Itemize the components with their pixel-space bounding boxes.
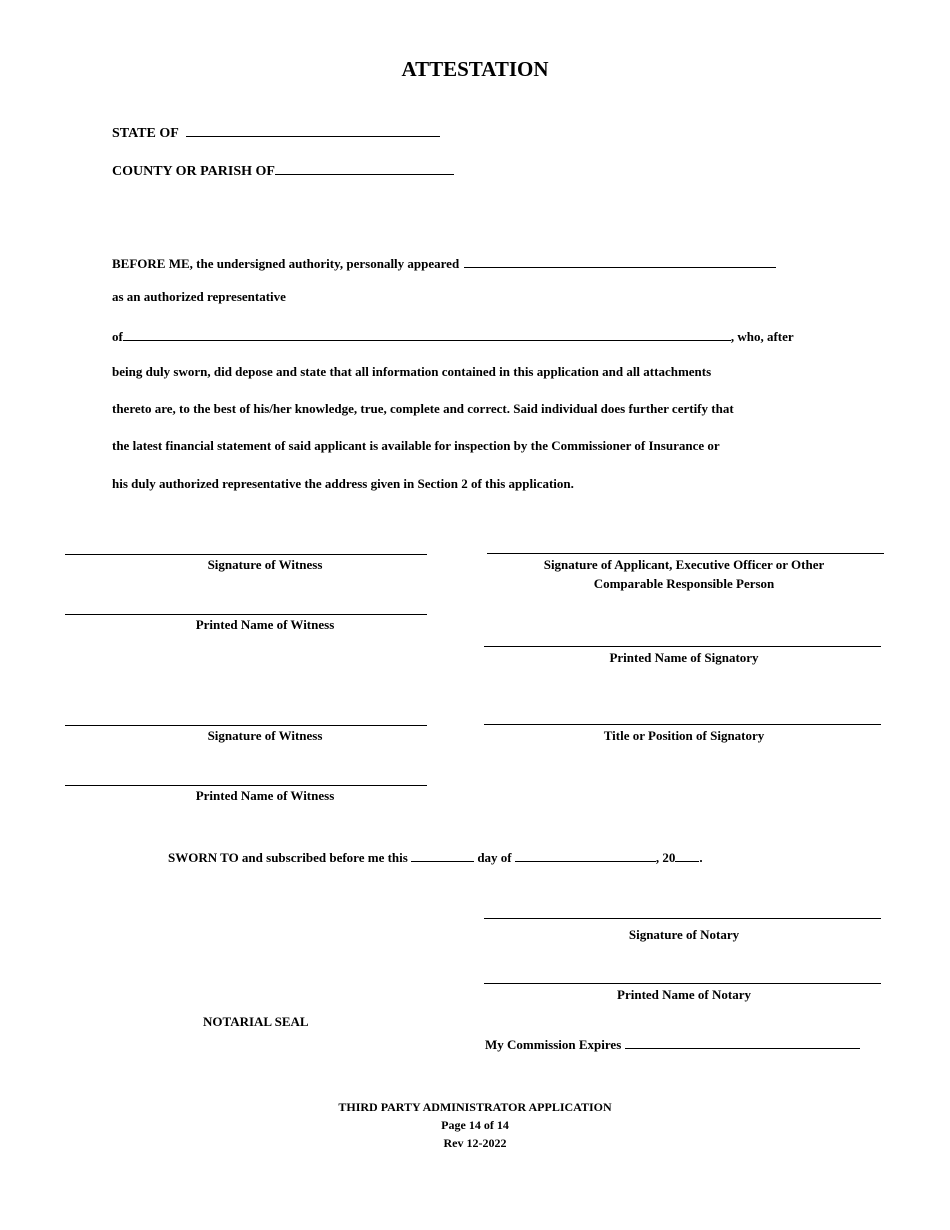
sworn-day-blank[interactable] — [411, 848, 474, 862]
witness-name-line-2[interactable] — [65, 785, 427, 786]
commission-expires-blank[interactable] — [625, 1035, 860, 1049]
page-title: ATTESTATION — [401, 57, 549, 81]
applicant-signature-line[interactable] — [487, 553, 884, 554]
day-of-text: day of — [477, 850, 512, 865]
notary-name-label: Printed Name of Notary — [617, 987, 751, 1002]
state-row — [112, 121, 440, 142]
body-line-4: being duly sworn, did depose and state that all information contained in this application and all attachments — [112, 364, 712, 379]
body-line-5: thereto are, to the best of his/her knowledge, true, complete and correct. Said individual does further certify that — [112, 401, 734, 416]
body-line-7: his duly authorized representative the address given in Section 2 of this application. — [112, 476, 574, 491]
witness-signature-label-1: Signature of Witness — [207, 557, 323, 572]
sworn-text: SWORN TO and subscribed before me this — [168, 850, 408, 865]
applicant-signature-label-1: Signature of Applicant, Executive Officer or Other — [543, 557, 825, 572]
witness-name-line-1[interactable] — [65, 614, 427, 615]
signatory-name-line[interactable] — [484, 646, 881, 647]
sworn-row — [168, 848, 703, 866]
applicant-signature-label-2: Comparable Responsible Person — [593, 576, 775, 591]
commission-row — [485, 1035, 860, 1053]
notary-name-line[interactable] — [484, 983, 881, 984]
witness-name-label-2: Printed Name of Witness — [195, 788, 335, 803]
witness-name-label-1: Printed Name of Witness — [195, 617, 335, 632]
notarial-seal-label: NOTARIAL SEAL — [203, 1014, 309, 1029]
footer-revision: Rev 12-2022 — [443, 1136, 507, 1150]
appeared-text: BEFORE ME, the undersigned authority, personally appeared — [112, 256, 460, 271]
witness-signature-label-2: Signature of Witness — [207, 728, 323, 743]
appeared-name-blank[interactable] — [464, 252, 776, 268]
witness-signature-line-2[interactable] — [65, 725, 427, 726]
footer-form-name: THIRD PARTY ADMINISTRATOR APPLICATION — [338, 1100, 612, 1114]
body-line-1 — [112, 252, 776, 272]
county-label: COUNTY OR PARISH OF — [112, 164, 275, 179]
body-line-6: the latest financial statement of said applicant is available for inspection by the Commissioner of Insurance or — [112, 438, 720, 453]
signatory-title-line[interactable] — [484, 724, 881, 725]
county-row — [112, 159, 454, 180]
state-blank[interactable] — [186, 121, 440, 137]
of-text: of — [112, 329, 123, 344]
notary-signature-label: Signature of Notary — [628, 927, 740, 942]
who-after-text: , who, after — [730, 329, 794, 344]
company-blank[interactable] — [123, 327, 731, 341]
witness-signature-line-1[interactable] — [65, 554, 427, 555]
year-prefix-text: , 20 — [655, 850, 676, 865]
state-label: STATE OF — [112, 126, 179, 141]
sworn-period: . — [699, 850, 703, 865]
sworn-year-blank[interactable] — [675, 848, 699, 862]
signatory-title-label: Title or Position of Signatory — [603, 728, 765, 743]
county-blank[interactable] — [275, 159, 454, 175]
sworn-month-blank[interactable] — [515, 848, 656, 862]
commission-label: My Commission Expires — [485, 1037, 622, 1052]
footer-page-number: Page 14 of 14 — [441, 1118, 509, 1132]
body-line-3 — [112, 327, 794, 345]
notary-signature-line[interactable] — [484, 918, 881, 919]
body-line-2: as an authorized representative — [112, 289, 286, 304]
signatory-name-label: Printed Name of Signatory — [609, 650, 759, 665]
